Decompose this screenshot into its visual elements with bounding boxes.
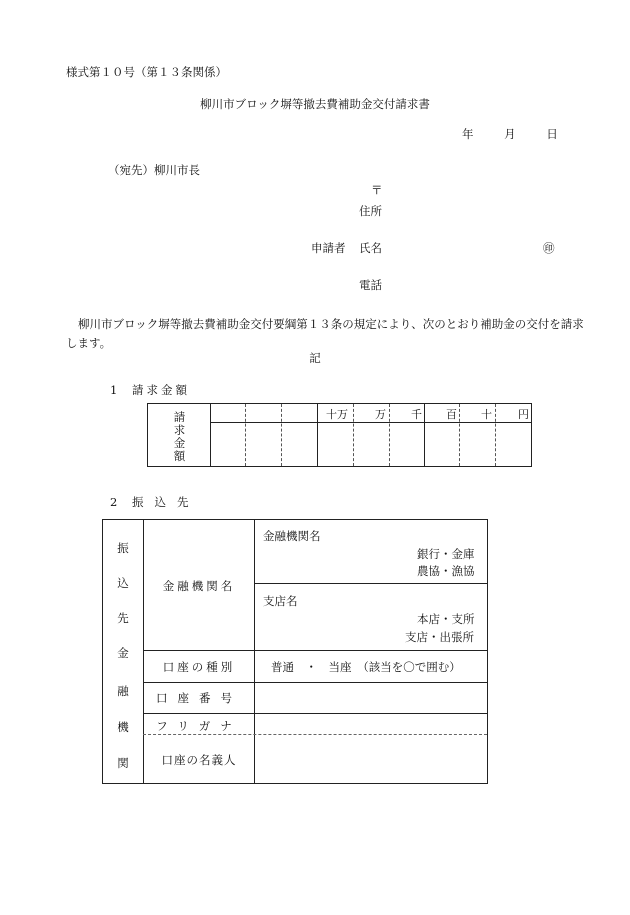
side-label-char: 振 [117,541,129,555]
date-line [462,128,558,142]
amount-divider [211,422,531,423]
branch-types-2: 支店・出張所 [405,630,474,644]
digit-column [282,404,318,466]
date-year: 年 [462,127,474,141]
side-label-char: 融 [117,684,129,698]
body-text: 柳川市ブロック塀等撤去費補助金交付要綱第１３条の規定により、次のとおり補助金の交付を請求します。 [66,317,584,350]
account-type-options: 普通 ・ 当座 （該当を〇で囲む） [271,660,461,674]
furigana-label: フリガナ [156,719,242,733]
addressee: （宛先）柳川市長 [108,163,200,177]
side-label-char: 金 [117,646,129,660]
branch-label: 支店名 [263,594,298,608]
amount-label-char: 額 [173,449,186,463]
phone-label: 電話 [359,278,382,292]
date-day: 日 [546,127,558,141]
bank-table [102,519,488,784]
date-month: 月 [504,127,516,141]
section-2-heading [110,496,200,510]
account-holder-label: 口座の名義人 [161,753,237,767]
table-divider [254,520,255,783]
side-label-char: 関 [117,756,129,770]
form-number: 様式第１０号（第１３条関係） [66,65,227,79]
table-divider [254,583,487,584]
bank-types-2: 農協・漁協 [417,564,475,578]
bank-types-1: 銀行・金庫 [417,547,475,561]
section-1-number: 1 [110,383,118,397]
table-divider [143,520,144,783]
page-title: 柳川市ブロック塀等撤去費補助金交付請求書 [200,97,430,111]
section-2-number: 2 [110,495,118,509]
postal-mark: 〒 [371,183,383,197]
digit-column [246,404,282,466]
section-2-title: 振込先 [132,495,200,509]
institution-label: 金融機関名 [162,579,236,593]
amount-label-char: 請 [173,410,186,424]
side-label-char: 込 [117,576,129,590]
amount-label-char: 求 [173,423,186,437]
table-divider [143,650,487,651]
table-divider [143,734,487,735]
applicant-label: 申請者 [311,241,346,255]
amount-label-char: 金 [173,436,186,450]
table-divider [143,713,487,714]
amount-table [147,403,532,467]
seal-mark: ㊞ [543,241,555,255]
account-number-label: 口座番号 [156,691,242,705]
unit-label: 千 [411,408,422,421]
name-label: 氏名 [359,241,382,255]
unit-label: 円 [518,408,529,421]
amount-label-cell [148,404,211,466]
branch-types-1: 本店・支所 [417,612,475,626]
unit-label: 十 [481,408,492,421]
table-divider [143,682,487,683]
unit-label: 百 [446,408,457,421]
digit-column [211,404,246,466]
address-label: 住所 [359,204,382,218]
section-1-heading [110,384,190,398]
ki-mark: 記 [309,351,321,365]
unit-label: 十万 [326,408,348,421]
institution-name-label: 金融機関名 [263,529,321,543]
unit-label: 万 [375,408,386,421]
side-label-char: 機 [117,720,129,734]
side-label-char: 先 [117,611,129,625]
section-1-title: 請求金額 [132,383,190,397]
account-type-label: 口座の種別 [162,660,236,674]
